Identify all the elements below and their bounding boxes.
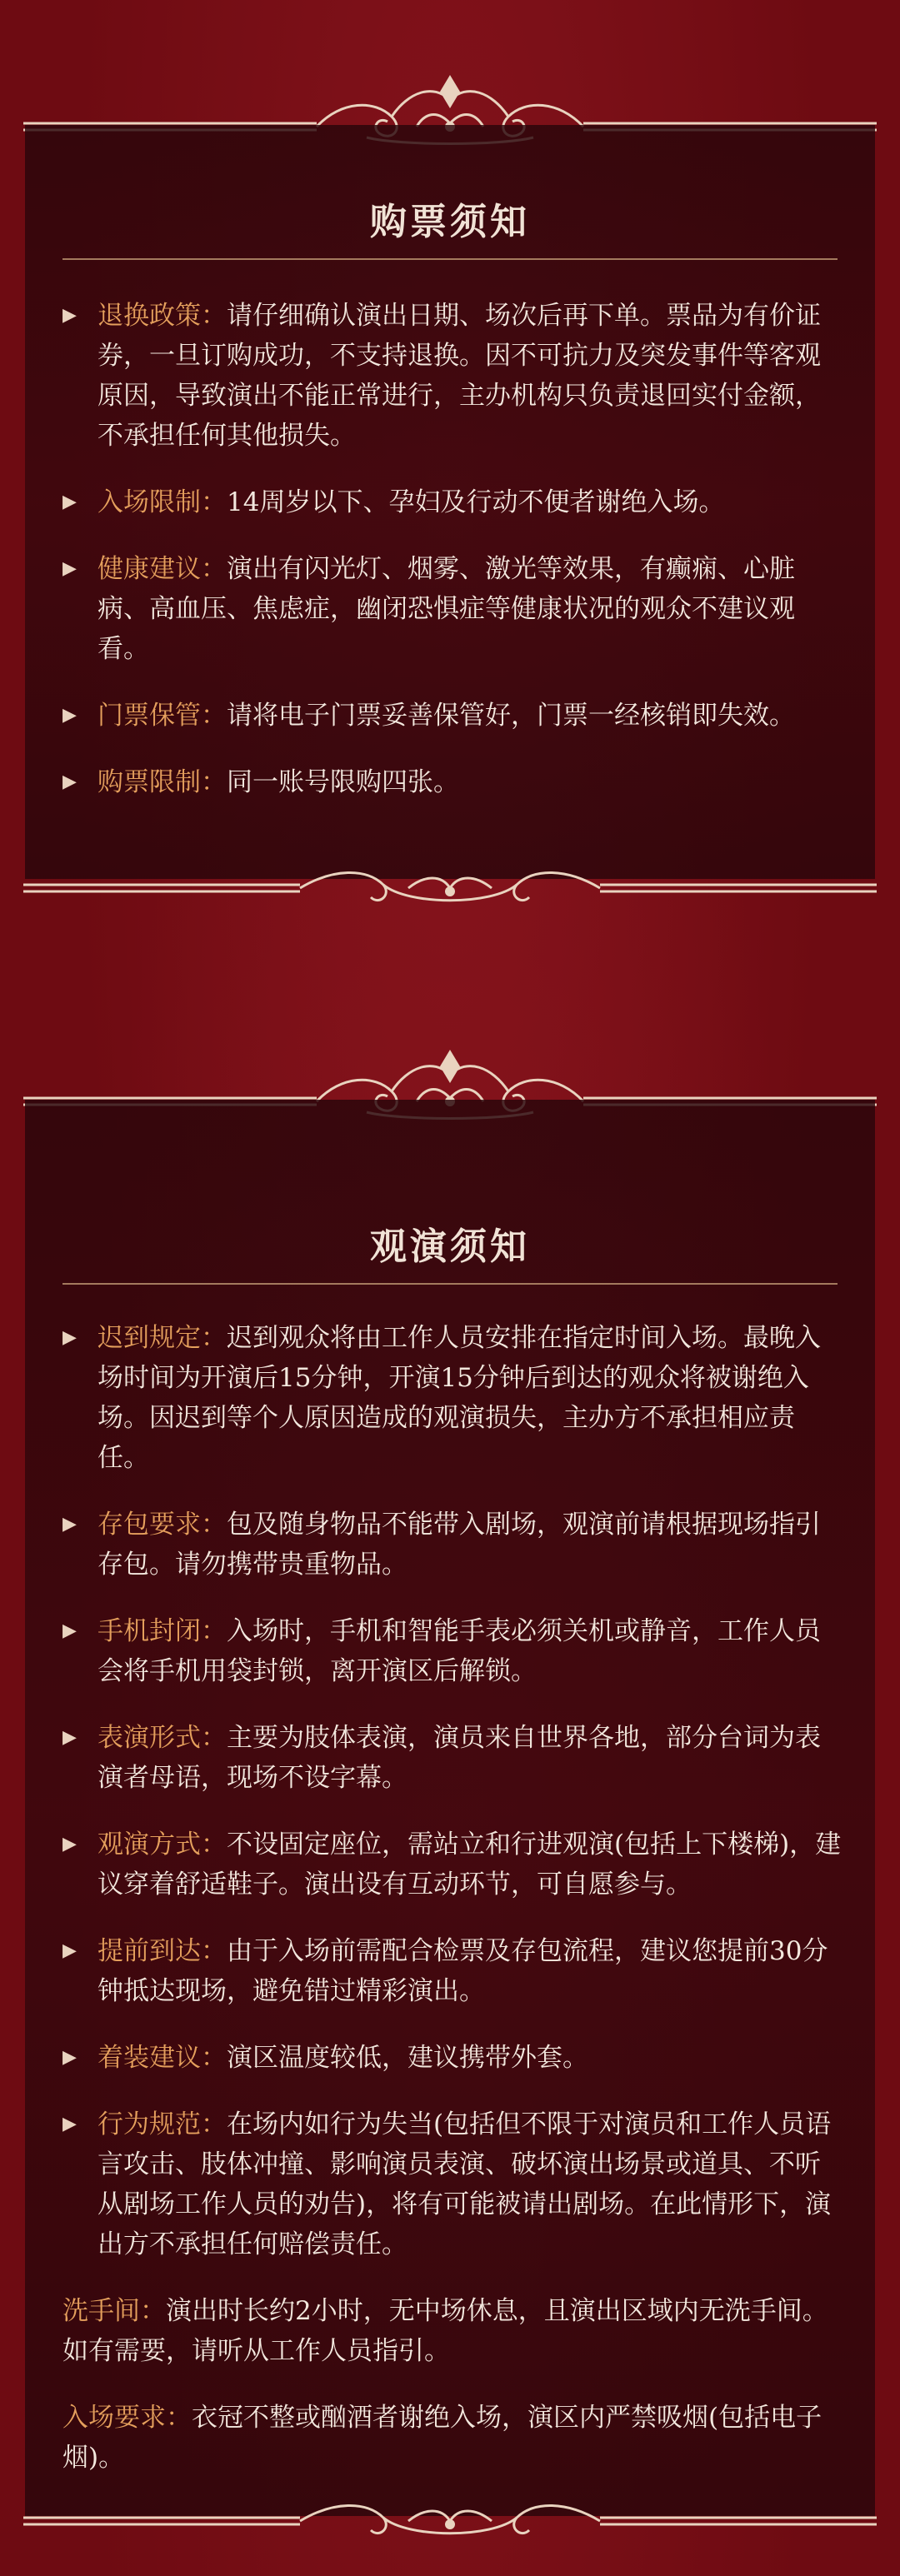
ornate-scroll-divider-icon	[0, 2493, 900, 2551]
triangle-bullet-icon: ▶	[62, 2114, 77, 2134]
item-label: 购票限制：	[98, 767, 227, 797]
list-item	[62, 762, 842, 802]
item-text: 不设固定座位，需站立和行进观演(包括上下楼梯)，建议穿着舒适鞋子。演出设有互动环节，可自愿参与。	[98, 1830, 842, 1900]
viewing-notice-list	[62, 1318, 842, 2504]
list-item	[62, 1505, 842, 1585]
item-text: 演区温度较低，建议携带外套。	[227, 2043, 588, 2073]
item-text: 包及随身物品不能带入剧场，观演前请根据现场指引存包。请勿携带贵重物品。	[98, 1510, 821, 1580]
triangle-bullet-icon: ▶	[62, 1834, 77, 1855]
ticket-notice-list	[62, 296, 842, 829]
list-item	[62, 1611, 842, 1691]
section-title: 观演须知	[370, 1226, 530, 1268]
item-text: 由于入场前需配合检票及存包流程，建议您提前30分钟抵达现场，避免错过精彩演出。	[98, 1936, 828, 2006]
triangle-bullet-icon: ▶	[62, 1940, 77, 1961]
section-title: 购票须知	[370, 201, 530, 243]
item-text: 14周岁以下、孕妇及行动不便者谢绝入场。	[227, 487, 725, 517]
list-item	[62, 2291, 842, 2371]
item-text: 迟到观众将由工作人员安排在指定时间入场。最晚入场时间为开演后15分钟，开演15分钟后到达的观众将被谢绝入场。因迟到等个人原因造成的观演损失，主办方不承担相应责任。	[98, 1323, 821, 1473]
title-divider	[62, 258, 838, 260]
title-divider	[62, 1283, 838, 1285]
triangle-bullet-icon: ▶	[62, 558, 77, 579]
list-item	[62, 1318, 842, 1478]
item-label: 退换政策：	[98, 301, 227, 331]
viewing-notice-section	[0, 1008, 900, 2576]
item-label: 手机封闭：	[98, 1616, 227, 1646]
item-label: 行为规范：	[98, 2109, 227, 2139]
item-text: 请将电子门票妥善保管好，门票一经核销即失效。	[227, 701, 795, 731]
item-label: 门票保管：	[98, 701, 227, 731]
list-item	[62, 549, 842, 669]
item-text: 衣冠不整或酗酒者谢绝入场，演区内严禁吸烟(包括电子烟)。	[62, 2403, 822, 2473]
triangle-bullet-icon: ▶	[62, 492, 77, 512]
item-text: 在场内如行为失当(包括但不限于对演员和工作人员语言攻击、肢体冲撞、影响演员表演、破坏演出场景或道具、不听从剧场工作人员的劝告)，将有可能被请出剧场。在此情形下，演出方不承担任何赔偿责任。	[98, 2109, 832, 2259]
triangle-bullet-icon: ▶	[62, 705, 77, 726]
item-label: 表演形式：	[98, 1723, 227, 1753]
triangle-bullet-icon: ▶	[62, 1727, 77, 1748]
item-text: 同一账号限购四张。	[227, 767, 459, 797]
list-item	[62, 296, 842, 456]
list-item	[62, 2038, 842, 2078]
list-item	[62, 2104, 842, 2264]
triangle-bullet-icon: ▶	[62, 305, 77, 326]
list-item	[62, 482, 842, 522]
item-label: 入场限制：	[98, 487, 227, 517]
item-label: 提前到达：	[98, 1936, 227, 1966]
item-text: 主要为肢体表演，演员来自世界各地，部分台词为表演者母语，现场不设字幕。	[98, 1723, 821, 1793]
list-item	[62, 1931, 842, 2011]
ornate-scroll-divider-icon	[0, 860, 900, 918]
list-item	[62, 1718, 842, 1798]
item-text: 演出时长约2小时，无中场休息，且演出区域内无洗手间。如有需要，请听从工作人员指引。	[62, 2296, 828, 2366]
item-label: 着装建议：	[98, 2043, 227, 2073]
triangle-bullet-icon: ▶	[62, 1620, 77, 1641]
item-text: 入场时，手机和智能手表必须关机或静音，工作人员会将手机用袋封锁，离开演区后解锁。	[98, 1616, 821, 1686]
triangle-bullet-icon: ▶	[62, 1327, 77, 1348]
item-label: 健康建议：	[98, 554, 227, 584]
item-text: 演出有闪光灯、烟雾、激光等效果，有癫痫、心脏病、高血压、焦虑症，幽闭恐惧症等健康状况的观众不建议观看。	[98, 554, 795, 664]
item-label: 入场要求：	[62, 2403, 192, 2433]
ticket-notice-panel	[25, 125, 875, 879]
list-item	[62, 1825, 842, 1905]
item-label: 观演方式：	[98, 1830, 227, 1860]
list-item	[62, 2398, 842, 2478]
viewing-notice-panel	[25, 1100, 875, 2516]
triangle-bullet-icon: ▶	[62, 1514, 77, 1535]
item-label: 洗手间：	[62, 2296, 166, 2326]
item-label: 迟到规定：	[98, 1323, 227, 1353]
item-label: 存包要求：	[98, 1510, 227, 1540]
item-text: 请仔细确认演出日期、场次后再下单。票品为有价证券，一旦订购成功，不支持退换。因不可抗力及突发事件等客观原因，导致演出不能正常进行，主办机构只负责退回实付金额，不承担任何其他损失。	[98, 301, 821, 451]
triangle-bullet-icon: ▶	[62, 771, 77, 792]
list-item	[62, 696, 842, 736]
triangle-bullet-icon: ▶	[62, 2047, 77, 2068]
ticket-notice-section	[0, 0, 900, 933]
